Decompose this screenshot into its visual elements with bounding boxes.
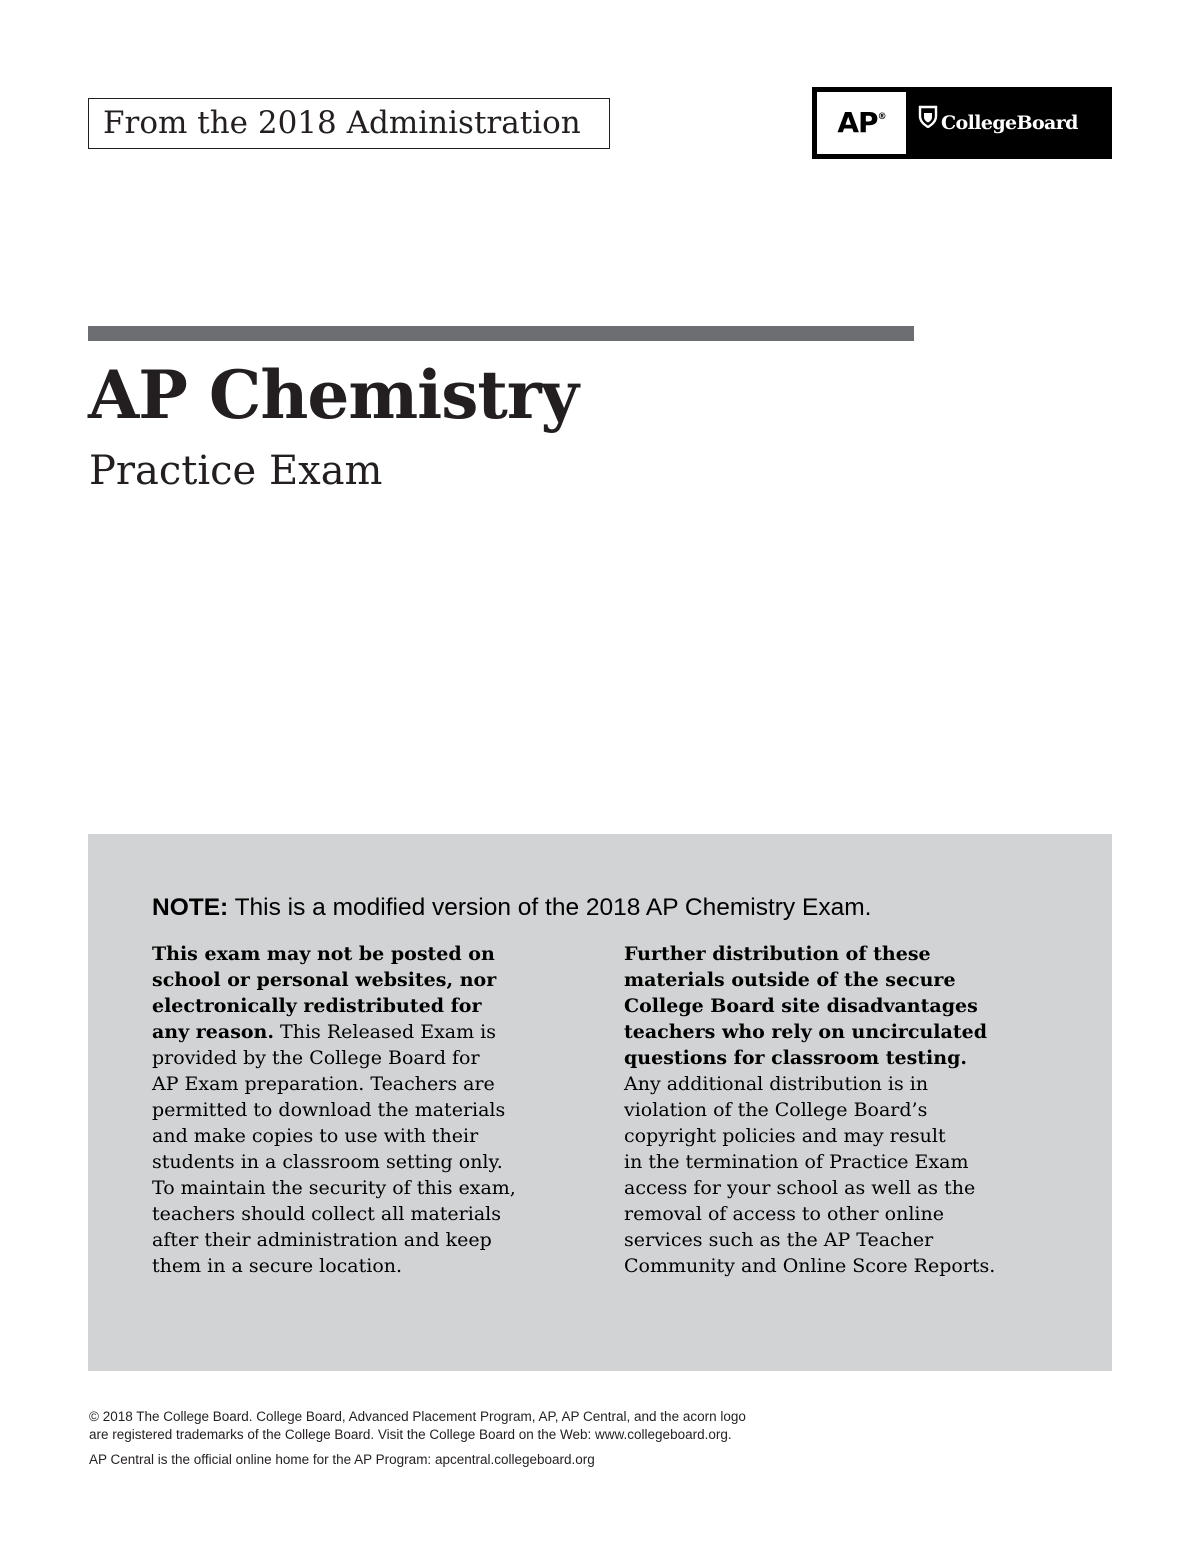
- note-right-bold-line: Further distribution of these: [624, 943, 931, 965]
- note-left-line: them in a secure location.: [152, 1255, 403, 1277]
- note-heading-text: This is a modified version of the 2018 AP Chemistry Exam.: [228, 894, 872, 921]
- note-right-line: Any additional distribution is in: [624, 1073, 929, 1095]
- title-rule: [88, 326, 914, 341]
- copyright-line: are registered trademarks of the College Board. Visit the College Board on the Web: www.collegeboard.org.: [89, 1427, 732, 1442]
- acorn-icon: [918, 86, 938, 158]
- page-title: AP Chemistry: [88, 356, 578, 434]
- note-left-line: teachers should collect all materials: [152, 1203, 501, 1225]
- note-right-line: services such as the AP Teacher: [624, 1229, 934, 1251]
- collegeboard-text: CollegeBoard: [941, 112, 1078, 134]
- note-box: [88, 834, 1112, 1371]
- note-right-line: in the termination of Practice Exam: [624, 1151, 969, 1173]
- ap-collegeboard-logo: [812, 87, 1112, 159]
- note-right-bold-line: questions for classroom testing.: [624, 1047, 967, 1069]
- note-left-line: and make copies to use with their: [152, 1125, 479, 1147]
- note-left-column: [152, 941, 552, 1279]
- note-right-line: removal of access to other online: [624, 1203, 944, 1225]
- note-left-mixed-line: [152, 1019, 552, 1045]
- note-right-bold-line: materials outside of the secure: [624, 969, 956, 991]
- note-label: NOTE:: [152, 894, 229, 921]
- note-left-bold-line: any reason.: [152, 1021, 274, 1043]
- note-left-line: students in a classroom setting only.: [152, 1151, 503, 1173]
- administration-label: From the 2018 Administration: [88, 98, 610, 149]
- note-left-regular-tail: This Released Exam is: [274, 1021, 497, 1043]
- page-subtitle: Practice Exam: [89, 448, 383, 494]
- note-right-bold-line: teachers who rely on uncirculated: [624, 1021, 987, 1043]
- note-right-line: Community and Online Score Reports.: [624, 1255, 996, 1277]
- note-left-line: after their administration and keep: [152, 1229, 492, 1251]
- note-left-bold-line: This exam may not be posted on: [152, 943, 495, 965]
- note-left-bold-line: electronically redistributed for: [152, 995, 482, 1017]
- note-left-bold-line: school or personal websites, nor: [152, 969, 497, 991]
- ap-central-line: AP Central is the official online home for the AP Program: apcentral.collegeboard.org: [89, 1452, 595, 1467]
- note-heading: [152, 894, 871, 922]
- note-right-line: violation of the College Board’s: [624, 1099, 928, 1121]
- collegeboard-logo: [918, 87, 1078, 159]
- copyright-line: © 2018 The College Board. College Board, Advanced Placement Program, AP, AP Central, and the acorn logo: [89, 1409, 746, 1424]
- note-left-line: To maintain the security of this exam,: [152, 1177, 516, 1199]
- note-right-column: [624, 941, 1044, 1279]
- ap-logo-text: AP: [837, 106, 878, 139]
- note-right-line: access for your school as well as the: [624, 1177, 976, 1199]
- registered-mark: ®: [877, 112, 886, 122]
- ap-logo: [817, 92, 906, 154]
- note-left-line: permitted to download the materials: [152, 1099, 506, 1121]
- note-left-line: provided by the College Board for: [152, 1047, 480, 1069]
- note-right-line: copyright policies and may result: [624, 1125, 946, 1147]
- note-right-bold-line: College Board site disadvantages: [624, 995, 978, 1017]
- note-left-line: AP Exam preparation. Teachers are: [152, 1073, 495, 1095]
